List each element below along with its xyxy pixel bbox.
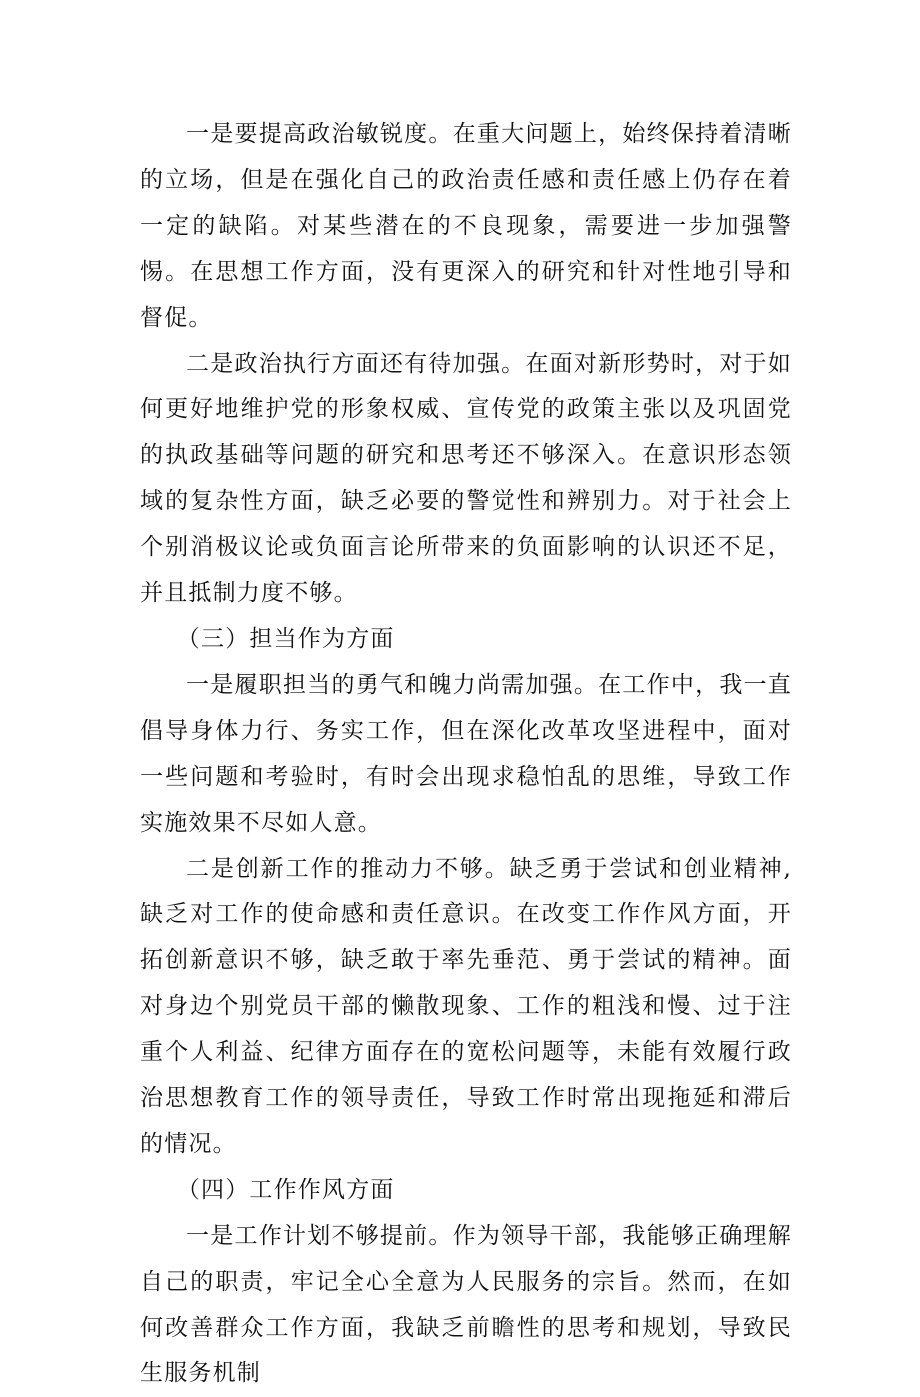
paragraph-work-plan: 一是工作计划不够提前。作为领导干部，我能够正确理解自己的职责，牢记全心全意为人民服务的宗旨。然而，在如何改善群众工作方面，我缺乏前瞻性的思考和规划，导致民生服务机制 — [140, 1222, 792, 1387]
section-heading-3: （三）担当作为方面 — [176, 625, 395, 652]
paragraph-political-sensitivity: 一是要提高政治敏锐度。在重大问题上，始终保持着清晰的立场，但是在强化自己的政治责任感和责任感上仍存在着一定的缺陷。对某些潜在的不良现象，需要进一步加强警惕。在思想工作方面，没有更深入的研究和针对性地引导和督促。 — [140, 121, 792, 331]
paragraph-political-execution: 二是政治执行方面还有待加强。在面对新形势时，对于如何更好地维护党的形象权威、宣传党的政策主张以及巩固党的执政基础等问题的研究和思考还不够深入。在意识形态领域的复杂性方面，缺乏必要的警觉性和辨别力。对于社会上个别消极议论或负面言论所带来的负面影响的认识还不足，并且抵制力度不够。 — [140, 350, 792, 607]
section-heading-4: （四）工作作风方面 — [176, 1176, 395, 1203]
paragraph-courage: 一是履职担当的勇气和魄力尚需加强。在工作中，我一直倡导身体力行、务实工作，但在深化改革攻坚进程中，面对一些问题和考验时，有时会出现求稳怕乱的思维，导致工作实施效果不尽如人意。 — [140, 671, 792, 836]
document-body — [140, 112, 792, 1397]
paragraph-innovation: 二是创新工作的推动力不够。缺乏勇于尝试和创业精神,缺乏对工作的使命感和责任意识。在改变工作作风方面，开拓创新意识不够，缺乏敢于率先垂范、勇于尝试的精神。面对身边个别党员干部的懒散现象、工作的粗浅和慢、过于注重个人利益、纪律方面存在的宽松问题等，未能有效履行政治思想教育工作的领导责任，导致工作时常出现拖延和滞后的情况。 — [140, 855, 792, 1157]
